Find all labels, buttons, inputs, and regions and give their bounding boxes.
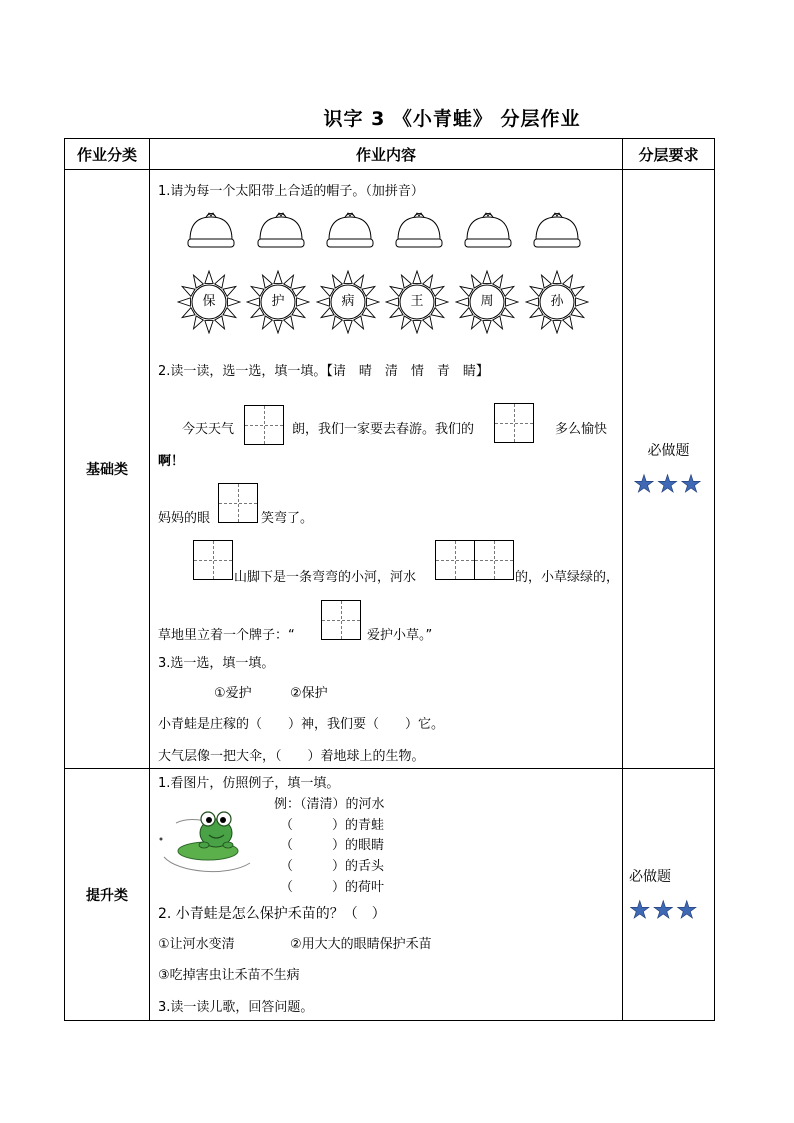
option-text: ①让河水变清	[158, 937, 235, 952]
writing-box[interactable]	[321, 600, 361, 640]
hat-icon	[532, 208, 582, 256]
writing-box[interactable]	[244, 405, 284, 445]
writing-box[interactable]	[193, 540, 233, 580]
sun-character: 护	[271, 294, 285, 309]
writing-box[interactable]	[474, 540, 514, 580]
hat-icon	[394, 208, 444, 256]
option-text: ①爱护	[214, 686, 252, 701]
sentence-text: 今天天气	[182, 422, 235, 437]
blank-line: （ ）的青蛙	[280, 818, 385, 833]
sentence-text: 朗，我们一家要去春游。我们的	[292, 422, 475, 437]
table-header-row	[65, 139, 715, 170]
sentence-text: 山脚下是一条弯弯的小河，河水	[234, 570, 417, 585]
option-text: ②保护	[290, 686, 328, 701]
header-category: 作业分类	[65, 139, 150, 170]
category-advanced: 提升类	[65, 769, 150, 1021]
header-content: 作业内容	[150, 139, 623, 170]
sun-icon	[177, 270, 241, 338]
hat-icon	[463, 208, 513, 256]
example-text: 例：（清清）的河水	[274, 797, 385, 812]
content-cell-basic	[150, 170, 623, 769]
sun-character: 孙	[550, 294, 564, 309]
homework-table	[64, 138, 715, 1021]
sentence-text: 啊！	[158, 454, 185, 469]
sun-character: 保	[202, 294, 216, 309]
sentence-text: 爱护小草。”	[367, 628, 433, 643]
star-rating: ★★★	[629, 895, 700, 924]
sun-icon	[525, 270, 589, 338]
question-3: 3.选一选，填一填。	[158, 656, 275, 671]
question-2: 2.读一读，选一选，填一填。【请 晴 清 情 青 睛】	[158, 364, 489, 379]
sentence-text: 小青蛙是庄稼的（ ）神，我们要（ ）它。	[158, 717, 445, 732]
option-text: ③吃掉害虫让禾苗不生病	[158, 968, 300, 983]
sentence-text: 草地里立着一个牌子：“	[158, 628, 295, 643]
star-rating: ★★★	[633, 470, 704, 498]
sun-icon	[316, 270, 380, 338]
header-requirement: 分层要求	[623, 139, 715, 170]
requirement-advanced	[623, 769, 715, 1021]
frog-illustration	[158, 799, 254, 879]
sentence-text: 的，小草绿绿的，	[515, 570, 620, 585]
hat-icon	[256, 208, 306, 256]
writing-box[interactable]	[218, 483, 258, 523]
sentence-text: 笑弯了。	[261, 511, 314, 526]
sun-character: 病	[341, 294, 355, 309]
blank-line: （ ）的舌头	[280, 859, 385, 874]
sentence-text: 大气层像一把大伞，（ ）着地球上的生物。	[158, 749, 425, 764]
blank-line: （ ）的荷叶	[280, 880, 385, 895]
option-text: ②用大大的眼睛保护禾苗	[290, 937, 432, 952]
question-2: 2. 小青蛙是怎么保护禾苗的？（ ）	[158, 906, 386, 922]
sun-character: 周	[480, 294, 494, 309]
requirement-label: 必做题	[629, 868, 671, 885]
hat-icon	[186, 208, 236, 256]
requirement-basic	[623, 170, 715, 769]
question-3: 3.读一读儿歌，回答问题。	[158, 1000, 314, 1015]
hat-icon	[325, 208, 375, 256]
sun-character: 王	[410, 294, 424, 309]
question-1: 1.请为每一个太阳带上合适的帽子。（加拼音）	[158, 184, 424, 199]
sentence-text: 多么愉快	[555, 422, 608, 437]
table-row	[65, 170, 715, 769]
category-basic: 基础类	[65, 170, 150, 769]
requirement-label: 必做题	[647, 443, 690, 459]
sentence-text: 妈妈的眼	[158, 511, 211, 526]
sun-icon	[246, 270, 310, 338]
question-1: 1.看图片，仿照例子，填一填。	[158, 776, 340, 791]
sun-icon	[455, 270, 519, 338]
writing-box[interactable]	[494, 403, 534, 443]
table-row	[65, 769, 715, 1021]
writing-box[interactable]	[435, 540, 475, 580]
page-title: 识字 3 《小青蛙》 分层作业	[323, 108, 581, 130]
blank-line: （ ）的眼睛	[280, 838, 385, 853]
sun-icon	[385, 270, 449, 338]
content-cell-advanced	[150, 769, 623, 1021]
